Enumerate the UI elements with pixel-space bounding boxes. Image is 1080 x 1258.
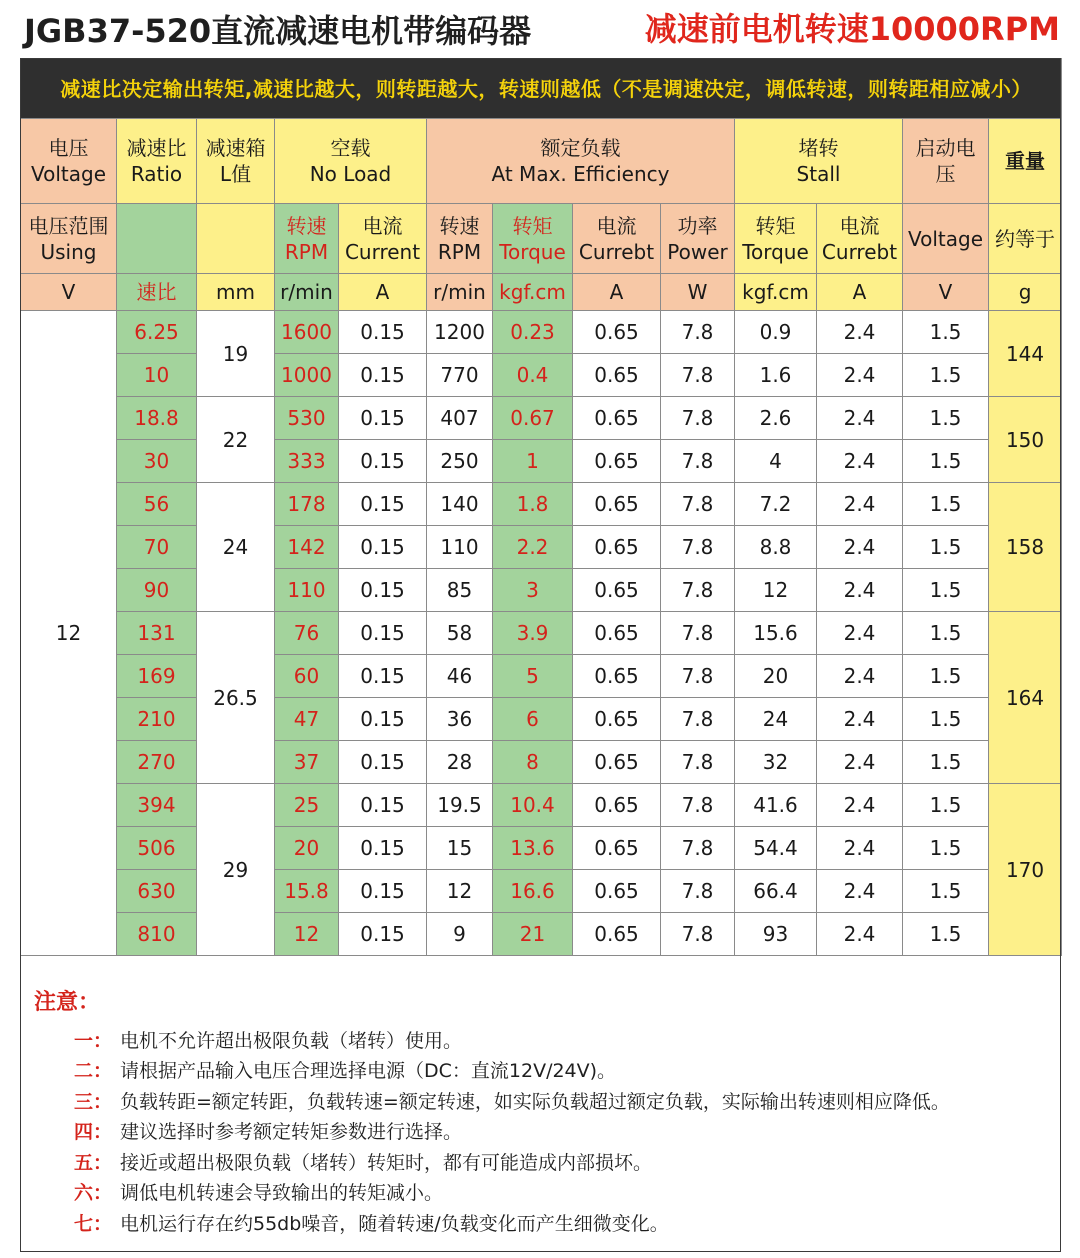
stall-torque-cell: 24 xyxy=(735,698,817,741)
rated-power-cell: 7.8 xyxy=(661,655,735,698)
unit-cell: A xyxy=(339,274,427,311)
header-bar xyxy=(0,0,1080,58)
st-torque-header: 转矩 Torque xyxy=(735,204,817,274)
weight-sub-header: 约等于 xyxy=(989,204,1062,274)
no-load-current-cell: 0.15 xyxy=(339,913,427,956)
rated-power-cell: 7.8 xyxy=(661,311,735,354)
rated-current-cell: 0.65 xyxy=(573,741,661,784)
rated-speed-cell: 15 xyxy=(427,827,493,870)
rated-current-cell: 0.65 xyxy=(573,612,661,655)
ratio-cell: 394 xyxy=(117,784,197,827)
rated-current-cell: 0.65 xyxy=(573,440,661,483)
rated-torque-cell: 6 xyxy=(493,698,573,741)
stall-torque-cell: 2.6 xyxy=(735,397,817,440)
stall-torque-cell: 15.6 xyxy=(735,612,817,655)
rated-load-group-header: 额定负载 At Max. Efficiency xyxy=(427,119,735,204)
rated-power-cell: 7.8 xyxy=(661,397,735,440)
no-load-speed-cell: 110 xyxy=(275,569,339,612)
weight-cell: 158 xyxy=(989,483,1062,612)
no-load-current-cell: 0.15 xyxy=(339,655,427,698)
stall-current-cell: 2.4 xyxy=(817,354,903,397)
start-voltage-cell: 1.5 xyxy=(903,741,989,784)
gearbox-length-cell: 26.5 xyxy=(197,612,275,784)
no-load-speed-cell: 60 xyxy=(275,655,339,698)
ratio-cell: 10 xyxy=(117,354,197,397)
weight-cell: 150 xyxy=(989,397,1062,483)
note-number: 五： xyxy=(73,1151,112,1174)
no-load-speed-cell: 178 xyxy=(275,483,339,526)
no-load-current-cell: 0.15 xyxy=(339,354,427,397)
no-load-current-cell: 0.15 xyxy=(339,483,427,526)
rated-current-cell: 0.65 xyxy=(573,827,661,870)
rated-torque-cell: 8 xyxy=(493,741,573,784)
rated-current-cell: 0.65 xyxy=(573,311,661,354)
start-voltage-sub-header: Voltage xyxy=(903,204,989,274)
weight-cell: 144 xyxy=(989,311,1062,397)
note-item xyxy=(34,1055,1054,1086)
ratio-cell: 210 xyxy=(117,698,197,741)
no-load-group-header: 空载 No Load xyxy=(275,119,427,204)
start-voltage-cell: 1.5 xyxy=(903,440,989,483)
no-load-speed-cell: 1000 xyxy=(275,354,339,397)
stall-torque-cell: 93 xyxy=(735,913,817,956)
ratio-cell: 18.8 xyxy=(117,397,197,440)
stall-current-cell: 2.4 xyxy=(817,483,903,526)
start-voltage-cell: 1.5 xyxy=(903,784,989,827)
rated-torque-cell: 13.6 xyxy=(493,827,573,870)
stall-torque-cell: 54.4 xyxy=(735,827,817,870)
rated-power-cell: 7.8 xyxy=(661,784,735,827)
note-number: 六： xyxy=(73,1182,112,1205)
no-load-speed-cell: 20 xyxy=(275,827,339,870)
ratio-cell: 630 xyxy=(117,870,197,913)
weight-group-header: 重量 xyxy=(989,119,1062,204)
start-voltage-cell: 1.5 xyxy=(903,612,989,655)
note-text: 调低电机转速会导致输出的转矩减小。 xyxy=(120,1182,444,1205)
rated-current-cell: 0.65 xyxy=(573,655,661,698)
info-banner: 减速比决定输出转矩,减速比越大，则转距越大，转速则越低（不是调速决定，调低转速，则转距相应减小） xyxy=(21,59,1062,119)
ratio-cell: 56 xyxy=(117,483,197,526)
stall-torque-cell: 4 xyxy=(735,440,817,483)
rated-current-cell: 0.65 xyxy=(573,913,661,956)
rated-torque-cell: 21 xyxy=(493,913,573,956)
rated-power-cell: 7.8 xyxy=(661,440,735,483)
stall-current-cell: 2.4 xyxy=(817,827,903,870)
rated-speed-cell: 250 xyxy=(427,440,493,483)
rated-torque-cell: 5 xyxy=(493,655,573,698)
rated-speed-cell: 12 xyxy=(427,870,493,913)
rated-torque-cell: 0.67 xyxy=(493,397,573,440)
stall-current-cell: 2.4 xyxy=(817,526,903,569)
nl-speed-header: 转速 RPM xyxy=(275,204,339,274)
start-voltage-cell: 1.5 xyxy=(903,397,989,440)
stall-current-cell: 2.4 xyxy=(817,741,903,784)
note-text: 电机不允许超出极限负载（堵转）使用。 xyxy=(120,1029,463,1052)
stall-torque-cell: 66.4 xyxy=(735,870,817,913)
start-voltage-cell: 1.5 xyxy=(903,655,989,698)
rated-speed-cell: 85 xyxy=(427,569,493,612)
start-voltage-cell: 1.5 xyxy=(903,827,989,870)
rated-torque-cell: 1.8 xyxy=(493,483,573,526)
start-voltage-cell: 1.5 xyxy=(903,913,989,956)
rated-current-cell: 0.65 xyxy=(573,784,661,827)
rated-torque-cell: 10.4 xyxy=(493,784,573,827)
stall-current-cell: 2.4 xyxy=(817,311,903,354)
rated-power-cell: 7.8 xyxy=(661,870,735,913)
rated-torque-cell: 0.4 xyxy=(493,354,573,397)
voltage-group-header: 电压 Voltage xyxy=(21,119,117,204)
ratio-cell: 169 xyxy=(117,655,197,698)
rated-torque-cell: 0.23 xyxy=(493,311,573,354)
stall-current-cell: 2.4 xyxy=(817,655,903,698)
rated-torque-cell: 3 xyxy=(493,569,573,612)
rated-torque-cell: 3.9 xyxy=(493,612,573,655)
rated-torque-cell: 1 xyxy=(493,440,573,483)
speed-note: 减速前电机转速10000RPM xyxy=(644,10,1060,48)
rated-speed-cell: 19.5 xyxy=(427,784,493,827)
start-voltage-cell: 1.5 xyxy=(903,483,989,526)
start-voltage-cell: 1.5 xyxy=(903,698,989,741)
notes-list xyxy=(34,1024,1054,1238)
no-load-current-cell: 0.15 xyxy=(339,827,427,870)
no-load-speed-cell: 333 xyxy=(275,440,339,483)
note-item xyxy=(34,1146,1054,1177)
no-load-speed-cell: 142 xyxy=(275,526,339,569)
stall-torque-cell: 41.6 xyxy=(735,784,817,827)
note-item xyxy=(34,1085,1054,1116)
gearbox-group-header: 减速箱 L值 xyxy=(197,119,275,204)
no-load-speed-cell: 76 xyxy=(275,612,339,655)
note-number: 三： xyxy=(73,1090,112,1113)
no-load-speed-cell: 37 xyxy=(275,741,339,784)
unit-cell: kgf.cm xyxy=(493,274,573,311)
no-load-current-cell: 0.15 xyxy=(339,440,427,483)
note-text: 建议选择时参考额定转矩参数进行选择。 xyxy=(120,1121,463,1144)
unit-cell: V xyxy=(903,274,989,311)
start-voltage-cell: 1.5 xyxy=(903,354,989,397)
rated-speed-cell: 58 xyxy=(427,612,493,655)
stall-current-cell: 2.4 xyxy=(817,612,903,655)
ratio-cell: 270 xyxy=(117,741,197,784)
rated-speed-cell: 1200 xyxy=(427,311,493,354)
stall-current-cell: 2.4 xyxy=(817,397,903,440)
unit-cell: W xyxy=(661,274,735,311)
no-load-speed-cell: 12 xyxy=(275,913,339,956)
unit-cell: A xyxy=(817,274,903,311)
weight-cell: 170 xyxy=(989,784,1062,956)
unit-cell: kgf.cm xyxy=(735,274,817,311)
stall-torque-cell: 7.2 xyxy=(735,483,817,526)
rated-current-cell: 0.65 xyxy=(573,354,661,397)
rated-power-cell: 7.8 xyxy=(661,483,735,526)
stall-current-cell: 2.4 xyxy=(817,569,903,612)
no-load-current-cell: 0.15 xyxy=(339,311,427,354)
rt-speed-header: 转速 RPM xyxy=(427,204,493,274)
note-number: 一： xyxy=(73,1029,112,1052)
unit-cell: V xyxy=(21,274,117,311)
voltage-range-header: 电压范围 Using xyxy=(21,204,117,274)
rated-speed-cell: 9 xyxy=(427,913,493,956)
note-item xyxy=(34,1024,1054,1055)
no-load-speed-cell: 530 xyxy=(275,397,339,440)
ratio-cell: 506 xyxy=(117,827,197,870)
no-load-current-cell: 0.15 xyxy=(339,870,427,913)
rated-current-cell: 0.65 xyxy=(573,569,661,612)
no-load-speed-cell: 47 xyxy=(275,698,339,741)
stall-current-cell: 2.4 xyxy=(817,784,903,827)
no-load-speed-cell: 25 xyxy=(275,784,339,827)
rated-speed-cell: 140 xyxy=(427,483,493,526)
gearbox-length-cell: 29 xyxy=(197,784,275,956)
note-number: 七： xyxy=(73,1212,112,1235)
rated-current-cell: 0.65 xyxy=(573,397,661,440)
rated-power-cell: 7.8 xyxy=(661,569,735,612)
no-load-current-cell: 0.15 xyxy=(339,569,427,612)
stall-current-cell: 2.4 xyxy=(817,698,903,741)
start-voltage-cell: 1.5 xyxy=(903,526,989,569)
unit-cell: A xyxy=(573,274,661,311)
note-text: 负载转距=额定转距，负载转速=额定转速，如实际负载超过额定负载，实际输出转速则相应降低。 xyxy=(120,1090,950,1113)
stall-torque-cell: 0.9 xyxy=(735,311,817,354)
no-load-current-cell: 0.15 xyxy=(339,612,427,655)
start-voltage-cell: 1.5 xyxy=(903,870,989,913)
stall-torque-cell: 20 xyxy=(735,655,817,698)
no-load-current-cell: 0.15 xyxy=(339,741,427,784)
ratio-group-header: 减速比 Ratio xyxy=(117,119,197,204)
unit-cell: r/min xyxy=(275,274,339,311)
no-load-current-cell: 0.15 xyxy=(339,784,427,827)
note-text: 电机运行存在约55db噪音，随着转速/负载变化而产生细微变化。 xyxy=(120,1212,669,1235)
start-voltage-cell: 1.5 xyxy=(903,311,989,354)
stall-current-cell: 2.4 xyxy=(817,870,903,913)
no-load-speed-cell: 1600 xyxy=(275,311,339,354)
note-text: 接近或超出极限负载（堵转）转矩时，都有可能造成内部损坏。 xyxy=(120,1151,653,1174)
voltage-cell: 12 xyxy=(21,311,117,956)
weight-cell: 164 xyxy=(989,612,1062,784)
notes-title: 注意： xyxy=(34,990,101,1015)
rated-current-cell: 0.65 xyxy=(573,483,661,526)
unit-cell: r/min xyxy=(427,274,493,311)
stall-current-cell: 2.4 xyxy=(817,913,903,956)
start-voltage-cell: 1.5 xyxy=(903,569,989,612)
unit-cell: g xyxy=(989,274,1062,311)
stall-current-cell: 2.4 xyxy=(817,440,903,483)
rated-current-cell: 0.65 xyxy=(573,870,661,913)
rated-power-cell: 7.8 xyxy=(661,354,735,397)
rated-speed-cell: 770 xyxy=(427,354,493,397)
nl-current-header: 电流 Current xyxy=(339,204,427,274)
note-item xyxy=(34,1116,1054,1147)
note-text: 请根据产品输入电压合理选择电源（DC：直流12V/24V)。 xyxy=(120,1060,617,1083)
no-load-current-cell: 0.15 xyxy=(339,397,427,440)
rated-power-cell: 7.8 xyxy=(661,741,735,784)
ratio-cell: 30 xyxy=(117,440,197,483)
unit-cell: mm xyxy=(197,274,275,311)
page-title: JGB37-520直流减速电机带编码器 xyxy=(24,12,532,50)
no-load-current-cell: 0.15 xyxy=(339,526,427,569)
note-number: 二： xyxy=(73,1060,112,1083)
gearbox-length-cell: 24 xyxy=(197,483,275,612)
rated-speed-cell: 407 xyxy=(427,397,493,440)
rated-torque-cell: 16.6 xyxy=(493,870,573,913)
note-item xyxy=(34,1207,1054,1238)
ratio-cell: 810 xyxy=(117,913,197,956)
rated-current-cell: 0.65 xyxy=(573,526,661,569)
rated-torque-cell: 2.2 xyxy=(493,526,573,569)
stall-torque-cell: 1.6 xyxy=(735,354,817,397)
rated-current-cell: 0.65 xyxy=(573,698,661,741)
stall-group-header: 堵转 Stall xyxy=(735,119,903,204)
notes-section xyxy=(34,985,1054,1238)
rated-speed-cell: 28 xyxy=(427,741,493,784)
ratio-cell: 70 xyxy=(117,526,197,569)
rated-power-cell: 7.8 xyxy=(661,612,735,655)
ratio-cell: 90 xyxy=(117,569,197,612)
stall-torque-cell: 8.8 xyxy=(735,526,817,569)
note-item xyxy=(34,1177,1054,1208)
rt-power-header: 功率 Power xyxy=(661,204,735,274)
no-load-speed-cell: 15.8 xyxy=(275,870,339,913)
no-load-current-cell: 0.15 xyxy=(339,698,427,741)
ratio-cell: 131 xyxy=(117,612,197,655)
rt-current-header: 电流 Currebt xyxy=(573,204,661,274)
ratio-cell: 6.25 xyxy=(117,311,197,354)
gearbox-length-cell: 19 xyxy=(197,311,275,397)
note-number: 四： xyxy=(73,1121,112,1144)
rated-power-cell: 7.8 xyxy=(661,913,735,956)
unit-cell: 速比 xyxy=(117,274,197,311)
stall-torque-cell: 12 xyxy=(735,569,817,612)
rated-power-cell: 7.8 xyxy=(661,698,735,741)
st-current-header: 电流 Currebt xyxy=(817,204,903,274)
rt-torque-header: 转矩 Torque xyxy=(493,204,573,274)
stall-torque-cell: 32 xyxy=(735,741,817,784)
rated-speed-cell: 46 xyxy=(427,655,493,698)
rated-power-cell: 7.8 xyxy=(661,526,735,569)
start-voltage-group-header: 启动电 压 xyxy=(903,119,989,204)
rated-speed-cell: 36 xyxy=(427,698,493,741)
rated-power-cell: 7.8 xyxy=(661,827,735,870)
rated-speed-cell: 110 xyxy=(427,526,493,569)
gearbox-length-cell: 22 xyxy=(197,397,275,483)
